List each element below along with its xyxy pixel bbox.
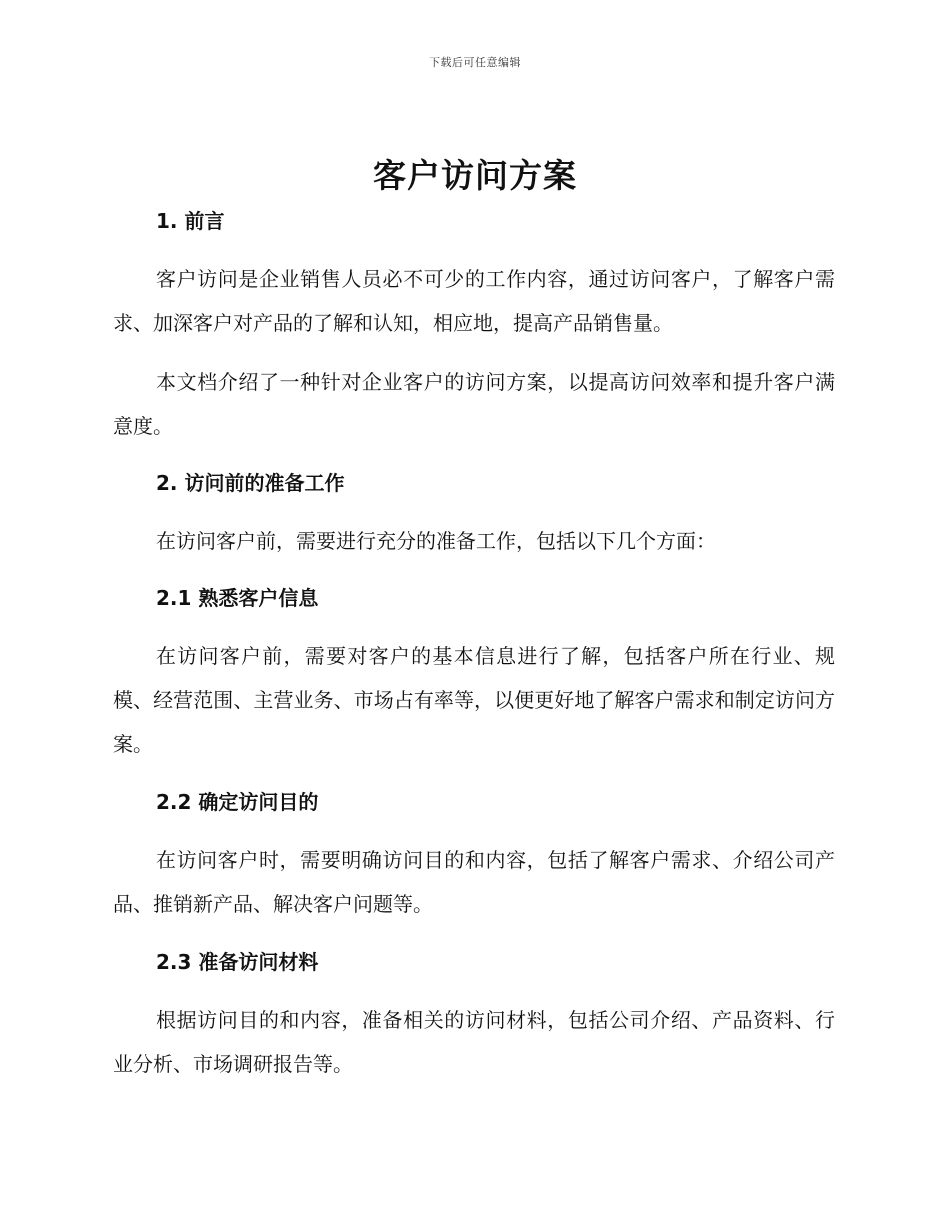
preface-paragraph-2: 本文档介绍了一种针对企业客户的访问方案，以提高访问效率和提升客户满意度。 (113, 370, 835, 438)
header-note: 下载后可任意编辑 (429, 56, 521, 69)
preface-paragraph-1: 客户访问是企业销售人员必不可少的工作内容，通过访问客户，了解客户需求、加深客户对产品的了解和认知，相应地，提高产品销售量。 (113, 267, 835, 335)
section-heading-preparation: 2. 访问前的准备工作 (156, 471, 345, 495)
preparation-intro-paragraph: 在访问客户前，需要进行充分的准备工作，包括以下几个方面： (156, 529, 716, 553)
subsection-heading-client-info: 2.1 熟悉客户信息 (156, 586, 319, 610)
materials-paragraph: 根据访问目的和内容，准备相关的访问材料，包括公司介绍、产品资料、行业分析、市场调研报告等。 (113, 1008, 835, 1076)
visit-purpose-paragraph: 在访问客户时，需要明确访问目的和内容，包括了解客户需求、介绍公司产品、推销新产品、解决客户问题等。 (113, 848, 835, 916)
section-heading-preface: 1. 前言 (156, 209, 225, 233)
subsection-heading-visit-purpose: 2.2 确定访问目的 (156, 790, 319, 814)
document-title: 客户访问方案 (373, 156, 577, 195)
client-info-paragraph: 在访问客户前，需要对客户的基本信息进行了解，包括客户所在行业、规模、经营范围、主营业务、市场占有率等，以便更好地了解客户需求和制定访问方案。 (113, 644, 835, 756)
subsection-heading-materials: 2.3 准备访问材料 (156, 950, 319, 974)
